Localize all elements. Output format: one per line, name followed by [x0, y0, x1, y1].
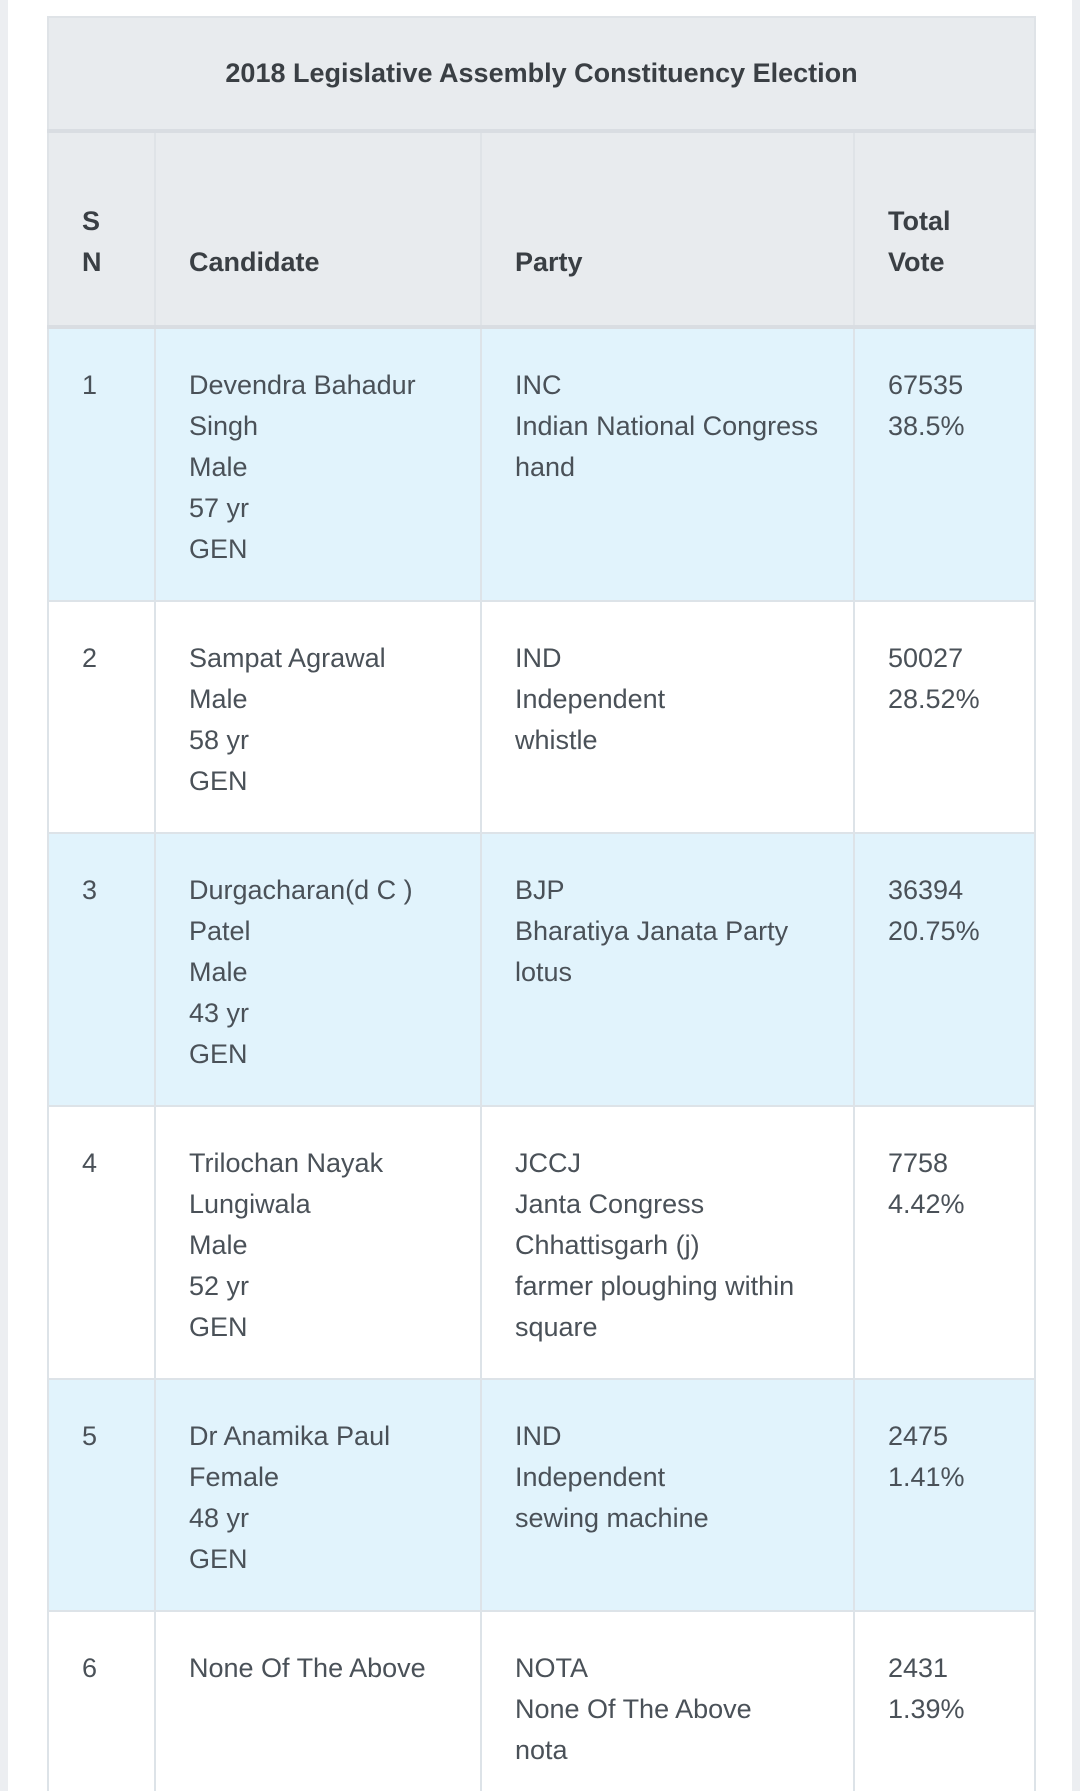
party-detail: farmer ploughing within — [515, 1271, 795, 1301]
candidate-detail: Male — [189, 452, 248, 482]
left-page-rail — [0, 0, 8, 1791]
candidate-detail: GEN — [189, 766, 248, 796]
cell-total-vote — [854, 833, 1035, 1106]
candidate-detail: GEN — [189, 1039, 248, 1069]
cell-total-vote — [854, 1611, 1035, 1791]
candidate-detail: Dr Anamika Paul — [189, 1421, 391, 1451]
party-detail: sewing machine — [515, 1503, 709, 1533]
table-row — [48, 833, 1035, 1106]
party-detail: Chhattisgarh (j) — [515, 1230, 700, 1260]
candidate-detail: 43 yr — [189, 998, 250, 1028]
vote-count: 67535 — [888, 370, 964, 400]
table-row — [48, 1379, 1035, 1611]
cell-sn: 5 — [48, 1379, 155, 1611]
candidate-detail: 52 yr — [189, 1271, 250, 1301]
candidate-detail: Male — [189, 1230, 248, 1260]
party-detail: NOTA — [515, 1653, 588, 1683]
candidate-detail: 48 yr — [189, 1503, 250, 1533]
candidate-detail: Lungiwala — [189, 1189, 311, 1219]
cell-total-vote — [854, 601, 1035, 833]
table-row — [48, 1611, 1035, 1791]
cell-sn: 4 — [48, 1106, 155, 1379]
candidate-detail: Durgacharan(d C ) — [189, 875, 413, 905]
cell-party — [481, 327, 854, 601]
party-detail: Indian National Congress — [515, 411, 819, 441]
cell-sn: 2 — [48, 601, 155, 833]
vote-percent: 38.5% — [888, 411, 965, 441]
party-detail: Independent — [515, 1462, 666, 1492]
candidate-detail: Trilochan Nayak — [189, 1148, 384, 1178]
party-detail: INC — [515, 370, 562, 400]
vote-percent: 20.75% — [888, 916, 980, 946]
header-sn — [48, 131, 155, 327]
candidate-detail: Female — [189, 1462, 280, 1492]
candidate-detail: 58 yr — [189, 725, 250, 755]
candidate-detail: GEN — [189, 1544, 248, 1574]
party-detail: Independent — [515, 684, 666, 714]
party-detail: None Of The Above — [515, 1694, 752, 1724]
vote-count: 7758 — [888, 1148, 949, 1178]
candidate-detail: GEN — [189, 1312, 248, 1342]
header-sn-line2: N — [82, 247, 102, 277]
party-detail: BJP — [515, 875, 565, 905]
vote-count: 2431 — [888, 1653, 949, 1683]
cell-party — [481, 1379, 854, 1611]
table-header-row — [48, 131, 1035, 327]
party-detail: lotus — [515, 957, 573, 987]
table-title-row — [48, 17, 1035, 131]
table-title: 2018 Legislative Assembly Constituency Election — [48, 17, 1035, 131]
cell-total-vote — [854, 327, 1035, 601]
party-detail: nota — [515, 1735, 568, 1765]
candidate-detail: Devendra Bahadur — [189, 370, 416, 400]
candidate-detail: Singh — [189, 411, 259, 441]
vote-percent: 4.42% — [888, 1189, 965, 1219]
vote-percent: 1.39% — [888, 1694, 965, 1724]
party-detail: IND — [515, 1421, 562, 1451]
table-row — [48, 1106, 1035, 1379]
right-page-rail — [1072, 0, 1080, 1791]
header-candidate: Candidate — [155, 131, 481, 327]
table-body — [48, 327, 1035, 1791]
cell-sn: 1 — [48, 327, 155, 601]
cell-candidate — [155, 1611, 481, 1791]
header-sn-line1: S — [82, 206, 101, 236]
candidate-detail: 57 yr — [189, 493, 250, 523]
vote-count: 50027 — [888, 643, 964, 673]
party-detail: IND — [515, 643, 562, 673]
vote-count: 2475 — [888, 1421, 949, 1451]
cell-total-vote — [854, 1106, 1035, 1379]
party-detail: whistle — [515, 725, 598, 755]
table-row — [48, 601, 1035, 833]
vote-percent: 28.52% — [888, 684, 980, 714]
candidate-detail: Male — [189, 957, 248, 987]
header-vote-line1: Total — [888, 206, 951, 236]
cell-party — [481, 1106, 854, 1379]
candidate-detail: Male — [189, 684, 248, 714]
cell-sn: 6 — [48, 1611, 155, 1791]
party-detail: Janta Congress — [515, 1189, 705, 1219]
header-vote-line2: Vote — [888, 247, 945, 277]
header-party: Party — [481, 131, 854, 327]
table-row — [48, 327, 1035, 601]
party-detail: square — [515, 1312, 598, 1342]
vote-percent: 1.41% — [888, 1462, 965, 1492]
header-total-vote — [854, 131, 1035, 327]
cell-party — [481, 1611, 854, 1791]
cell-party — [481, 601, 854, 833]
cell-candidate — [155, 1106, 481, 1379]
election-results-table — [47, 16, 1036, 1791]
candidate-detail: GEN — [189, 534, 248, 564]
candidate-detail: Sampat Agrawal — [189, 643, 386, 673]
cell-total-vote — [854, 1379, 1035, 1611]
party-detail: hand — [515, 452, 576, 482]
cell-candidate — [155, 327, 481, 601]
cell-candidate — [155, 1379, 481, 1611]
cell-party — [481, 833, 854, 1106]
cell-candidate — [155, 833, 481, 1106]
cell-sn: 3 — [48, 833, 155, 1106]
party-detail: Bharatiya Janata Party — [515, 916, 789, 946]
candidate-detail: None Of The Above — [189, 1653, 426, 1683]
vote-count: 36394 — [888, 875, 964, 905]
candidate-detail: Patel — [189, 916, 251, 946]
party-detail: JCCJ — [515, 1148, 581, 1178]
cell-candidate — [155, 601, 481, 833]
